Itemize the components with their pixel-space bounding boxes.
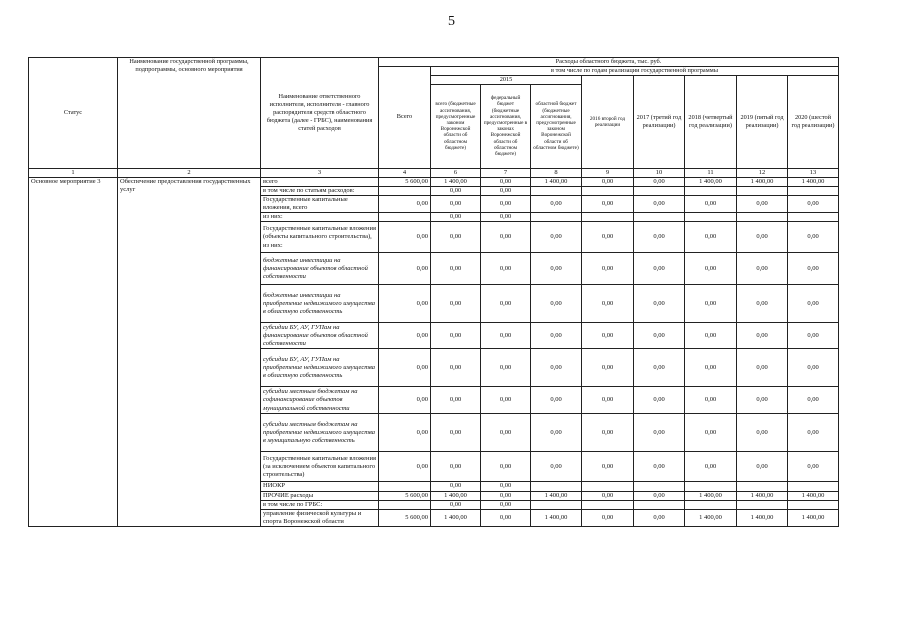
value-v11 <box>685 213 737 222</box>
column-number: 8 <box>531 168 582 177</box>
value-v7: 0,00 <box>481 509 531 526</box>
value-v13: 0,00 <box>788 323 839 349</box>
header-2019: 2019 (пятый год реализации) <box>737 75 788 168</box>
value-v7: 0,00 <box>481 323 531 349</box>
value-v11: 0,00 <box>685 222 737 253</box>
value-v10 <box>634 482 685 491</box>
value-v8: 0,00 <box>531 222 582 253</box>
row-program-name: Обеспечение предоставления государственных услуг <box>118 177 261 526</box>
expense-item-label: ПРОЧИЕ расходы <box>261 491 379 500</box>
header-expenses: Расходы областного бюджета, тыс. руб. <box>379 58 839 67</box>
value-v8: 0,00 <box>531 285 582 323</box>
value-total: 0,00 <box>379 222 431 253</box>
value-total <box>379 500 431 509</box>
value-v13: 0,00 <box>788 452 839 482</box>
value-v6: 0,00 <box>431 285 481 323</box>
value-v7: 0,00 <box>481 177 531 186</box>
expense-item-label: в том числе по ГРБС: <box>261 500 379 509</box>
value-v10: 0,00 <box>634 387 685 414</box>
value-v6: 0,00 <box>431 253 481 285</box>
value-v12: 0,00 <box>737 414 788 452</box>
column-number: 3 <box>261 168 379 177</box>
value-total <box>379 213 431 222</box>
value-v10: 0,00 <box>634 253 685 285</box>
value-v13: 0,00 <box>788 414 839 452</box>
value-v13 <box>788 500 839 509</box>
value-v11: 0,00 <box>685 452 737 482</box>
value-v8: 1 400,00 <box>531 509 582 526</box>
value-v11: 0,00 <box>685 285 737 323</box>
value-v13: 0,00 <box>788 285 839 323</box>
value-v9: 0,00 <box>582 491 634 500</box>
value-v10 <box>634 186 685 195</box>
value-v6: 0,00 <box>431 222 481 253</box>
budget-table <box>28 57 839 527</box>
value-v11: 1 400,00 <box>685 177 737 186</box>
header-2017: 2017 (третий год реализации) <box>634 75 685 168</box>
value-v9: 0,00 <box>582 285 634 323</box>
value-v11: 1 400,00 <box>685 509 737 526</box>
column-number: 4 <box>379 168 431 177</box>
expense-item-label: Государственные капитальные вложения, всего <box>261 196 379 213</box>
value-v13: 1 400,00 <box>788 491 839 500</box>
expense-item-label: субсидии местным бюджетам на софинансирование объектов муниципальной собственности <box>261 387 379 414</box>
value-v7: 0,00 <box>481 196 531 213</box>
value-v11: 0,00 <box>685 349 737 387</box>
value-v6: 0,00 <box>431 186 481 195</box>
header-total: Всего <box>379 67 431 169</box>
value-v6: 0,00 <box>431 500 481 509</box>
value-v10: 0,00 <box>634 177 685 186</box>
value-v6: 1 400,00 <box>431 177 481 186</box>
value-v13 <box>788 213 839 222</box>
header-by-years: в том числе по годам реализации государственной программы <box>431 67 839 76</box>
value-v6: 0,00 <box>431 213 481 222</box>
column-number: 10 <box>634 168 685 177</box>
value-v12: 0,00 <box>737 387 788 414</box>
value-v8 <box>531 500 582 509</box>
value-v8: 1 400,00 <box>531 491 582 500</box>
value-v6: 0,00 <box>431 349 481 387</box>
value-v6: 0,00 <box>431 452 481 482</box>
value-v12: 0,00 <box>737 222 788 253</box>
value-v8 <box>531 482 582 491</box>
value-v10: 0,00 <box>634 222 685 253</box>
value-v8: 0,00 <box>531 414 582 452</box>
value-v13: 1 400,00 <box>788 509 839 526</box>
value-v10 <box>634 500 685 509</box>
value-v11: 1 400,00 <box>685 491 737 500</box>
column-number: 11 <box>685 168 737 177</box>
value-v9: 0,00 <box>582 323 634 349</box>
value-v11: 0,00 <box>685 323 737 349</box>
column-number: 7 <box>481 168 531 177</box>
expense-item-label: субсидии БУ, АУ, ГУПам на приобретение недвижимого имущества в областную собственность <box>261 349 379 387</box>
expense-item-label: управление физической культуры и спорта Воронежской области <box>261 509 379 526</box>
value-v7: 0,00 <box>481 253 531 285</box>
header-2020: 2020 (шестой год реализации) <box>788 75 839 168</box>
value-v13: 0,00 <box>788 349 839 387</box>
value-total: 0,00 <box>379 349 431 387</box>
value-v13: 0,00 <box>788 196 839 213</box>
expense-item-label: субсидии местным бюджетам на приобретение недвижимого имущества в муниципальную собственность <box>261 414 379 452</box>
value-v12: 1 400,00 <box>737 177 788 186</box>
value-v7: 0,00 <box>481 500 531 509</box>
value-v10: 0,00 <box>634 452 685 482</box>
value-v7: 0,00 <box>481 349 531 387</box>
expense-item-label: всего <box>261 177 379 186</box>
value-v7: 0,00 <box>481 491 531 500</box>
value-v12: 0,00 <box>737 323 788 349</box>
value-v8: 1 400,00 <box>531 177 582 186</box>
value-v7: 0,00 <box>481 414 531 452</box>
value-v6: 1 400,00 <box>431 491 481 500</box>
value-v11: 0,00 <box>685 196 737 213</box>
value-v10: 0,00 <box>634 349 685 387</box>
value-total: 0,00 <box>379 253 431 285</box>
value-v6: 1 400,00 <box>431 509 481 526</box>
column-number: 13 <box>788 168 839 177</box>
header-2018: 2018 (четвертый год реализации) <box>685 75 737 168</box>
value-total <box>379 186 431 195</box>
expense-item-label: Государственные капитальные вложения (за исключением объектов капитального строительства) <box>261 452 379 482</box>
value-v13 <box>788 482 839 491</box>
expense-item-label: бюджетные инвестиции на финансирование объектов областной собственности <box>261 253 379 285</box>
value-v11: 0,00 <box>685 414 737 452</box>
value-v7: 0,00 <box>481 387 531 414</box>
value-total <box>379 482 431 491</box>
column-number: 12 <box>737 168 788 177</box>
value-total: 0,00 <box>379 285 431 323</box>
expense-item-label: Государственные капитальные вложения (объекты капитального строительства), из них: <box>261 222 379 253</box>
header-2015-federal: федеральный бюджет (бюджетные ассигнования, предусмотренные в законах Воронежской области об областном бюджете) <box>481 84 531 168</box>
value-v9: 0,00 <box>582 177 634 186</box>
value-v6: 0,00 <box>431 196 481 213</box>
value-v12 <box>737 213 788 222</box>
value-v13: 0,00 <box>788 222 839 253</box>
value-v9: 0,00 <box>582 222 634 253</box>
header-program-name: Наименование государственной программы, подпрограммы, основного мероприятия <box>118 58 261 169</box>
value-v9: 0,00 <box>582 414 634 452</box>
header-year-2015: 2015 <box>431 75 582 84</box>
value-total: 0,00 <box>379 414 431 452</box>
value-v11 <box>685 482 737 491</box>
value-v10 <box>634 213 685 222</box>
value-v11: 0,00 <box>685 253 737 285</box>
value-v10: 0,00 <box>634 509 685 526</box>
value-v7: 0,00 <box>481 222 531 253</box>
value-v11 <box>685 500 737 509</box>
expense-item-label: бюджетные инвестиции на приобретение недвижимого имущества в областную собственность <box>261 285 379 323</box>
value-v9 <box>582 500 634 509</box>
value-v8: 0,00 <box>531 323 582 349</box>
header-2016: 2016 второй год реализации <box>582 75 634 168</box>
value-v9 <box>582 482 634 491</box>
value-v9 <box>582 186 634 195</box>
expense-item-label: из них: <box>261 213 379 222</box>
value-v9: 0,00 <box>582 387 634 414</box>
column-number: 9 <box>582 168 634 177</box>
value-v8: 0,00 <box>531 253 582 285</box>
value-v12: 0,00 <box>737 452 788 482</box>
value-v12: 0,00 <box>737 196 788 213</box>
expense-item-label: НИОКР <box>261 482 379 491</box>
value-v9: 0,00 <box>582 452 634 482</box>
value-v10: 0,00 <box>634 491 685 500</box>
value-v6: 0,00 <box>431 482 481 491</box>
value-v11: 0,00 <box>685 387 737 414</box>
value-v7: 0,00 <box>481 452 531 482</box>
value-v8: 0,00 <box>531 387 582 414</box>
column-number: 1 <box>29 168 118 177</box>
value-v8: 0,00 <box>531 452 582 482</box>
value-v7: 0,00 <box>481 482 531 491</box>
value-v8 <box>531 213 582 222</box>
header-executor: Наименование ответственного исполнителя, исполнителя - главного распорядителя средств областного бюджета (далее - ГРБС), наименования статей расходов <box>261 58 379 169</box>
value-v10: 0,00 <box>634 196 685 213</box>
value-v8: 0,00 <box>531 349 582 387</box>
value-v9: 0,00 <box>582 349 634 387</box>
value-v12 <box>737 500 788 509</box>
value-v12: 1 400,00 <box>737 509 788 526</box>
value-total: 0,00 <box>379 196 431 213</box>
value-v6: 0,00 <box>431 414 481 452</box>
value-v8 <box>531 186 582 195</box>
value-v12 <box>737 186 788 195</box>
value-v12: 0,00 <box>737 349 788 387</box>
value-v9 <box>582 213 634 222</box>
value-v7: 0,00 <box>481 213 531 222</box>
value-total: 0,00 <box>379 452 431 482</box>
value-v9: 0,00 <box>582 253 634 285</box>
table-row <box>29 177 839 186</box>
value-v13: 0,00 <box>788 253 839 285</box>
expense-item-label: в том числе по статьям расходов: <box>261 186 379 195</box>
value-total: 5 600,00 <box>379 491 431 500</box>
value-v9: 0,00 <box>582 509 634 526</box>
value-v13: 1 400,00 <box>788 177 839 186</box>
column-number: 6 <box>431 168 481 177</box>
value-v13 <box>788 186 839 195</box>
value-v10: 0,00 <box>634 285 685 323</box>
column-number-row <box>29 168 839 177</box>
value-v12 <box>737 482 788 491</box>
value-total: 5 600,00 <box>379 177 431 186</box>
expense-item-label: субсидии БУ, АУ, ГУПам на финансирование объектов областной собственности <box>261 323 379 349</box>
value-v7: 0,00 <box>481 285 531 323</box>
value-v11 <box>685 186 737 195</box>
value-total: 0,00 <box>379 387 431 414</box>
value-v10: 0,00 <box>634 323 685 349</box>
value-v12: 0,00 <box>737 285 788 323</box>
row-status: Основное мероприятие 3 <box>29 177 118 526</box>
value-v12: 1 400,00 <box>737 491 788 500</box>
header-2015-regional: областной бюджет (бюджетные ассигнования, предусмотренные законом Воронежской области об областном бюджете) <box>531 84 582 168</box>
value-v10: 0,00 <box>634 414 685 452</box>
value-v13: 0,00 <box>788 387 839 414</box>
header-2015-total: всего (бюджетные ассигнования, предусмотренные законом Воронежской области об областном бюджете) <box>431 84 481 168</box>
header-status: Статус <box>29 58 118 169</box>
value-v12: 0,00 <box>737 253 788 285</box>
value-total: 5 600,00 <box>379 509 431 526</box>
column-number: 2 <box>118 168 261 177</box>
value-v6: 0,00 <box>431 387 481 414</box>
value-v7: 0,00 <box>481 186 531 195</box>
value-v6: 0,00 <box>431 323 481 349</box>
value-v8: 0,00 <box>531 196 582 213</box>
page-number: 5 <box>448 14 455 29</box>
value-total: 0,00 <box>379 323 431 349</box>
value-v9: 0,00 <box>582 196 634 213</box>
